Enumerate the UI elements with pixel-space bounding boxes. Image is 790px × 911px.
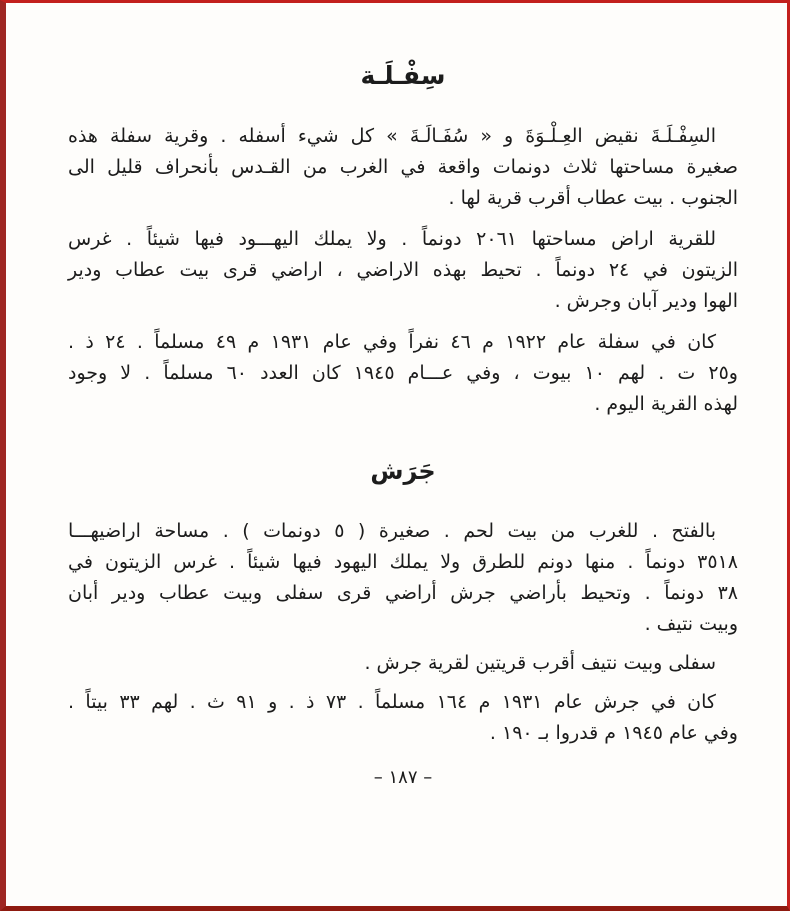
text-line: لهذه القرية اليوم . <box>594 393 738 415</box>
text-line: صغيرة مساحتها ثلاث دونمات واقعة في الغرب من القـدس بأنحراف قليل الى <box>68 156 738 178</box>
text-line: بالفتح . للغرب من بيت لحم . صغيرة ( ٥ دونمات ) . مساحة اراضيهـــا <box>68 520 716 542</box>
text-line: ٣٥١٨ دونماً . منها دونم للطرق ولا يملك اليهود فيها شيئاً . غرس الزيتون في <box>68 551 738 573</box>
paragraph <box>68 224 738 317</box>
paragraph <box>68 648 738 679</box>
section-sifla <box>68 121 738 420</box>
text-line: كان في جرش عام ١٩٣١ م ١٦٤ مسلماً . ٧٣ ذ . و ٩١ ث . لهم ٣٣ بيتاً . <box>68 691 716 713</box>
section-title-sifla: سِفْـلَـة <box>360 61 446 90</box>
paragraph <box>68 327 738 420</box>
book-page <box>6 3 787 906</box>
text-line: و٢٥ ت . لهم ١٠ بيوت ، وفي عـــام ١٩٤٥ كان العدد ٦٠ مسلماً . لا وجود <box>68 362 738 384</box>
paragraph <box>68 516 738 640</box>
text-line: وفي عام ١٩٤٥ م قدروا بـ ١٩٠ . <box>489 722 738 744</box>
text-line: الجنوب . بيت عطاب أقرب قرية لها . <box>448 187 738 209</box>
paragraph <box>68 121 738 214</box>
paragraph <box>68 687 738 749</box>
text-line: سفلى وبيت نتيف أقرب قريتين لقرية جرش . <box>364 652 716 674</box>
text-line: للقرية اراض مساحتها ٢٠٦١ دونماً . ولا يملك اليهـــود فيها شيئاً . غرس <box>68 228 716 250</box>
text-line: ٣٨ دونماً . وتحيط بأراضي جرش أراضي قرى سفلى وبيت عطاب ودير أبان <box>68 582 738 604</box>
text-line: الهوا ودير آبان وجرش . <box>554 290 738 312</box>
section-jarash <box>68 516 738 749</box>
section-title-jarash: جَرَش <box>370 457 436 485</box>
text-line: وبيت نتيف . <box>644 613 738 635</box>
text-line: كان في سفلة عام ١٩٢٢ م ٤٦ نفراً وفي عام ١٩٣١ م ٤٩ مسلماً . ٢٤ ذ . <box>68 331 716 353</box>
text-line: السِفْـلَـةَ نقيض العِـلْـوَةَ و « سُفَـالَـةَ » كل شيء أسفله . وقرية سفلة هذه <box>68 125 716 147</box>
text-line: الزيتون في ٢٤ دونماً . تحيط بهذه الاراضي ، اراضي قرى بيت عطاب ودير <box>68 259 738 281</box>
page-number: – ١٨٧ – <box>373 767 433 788</box>
